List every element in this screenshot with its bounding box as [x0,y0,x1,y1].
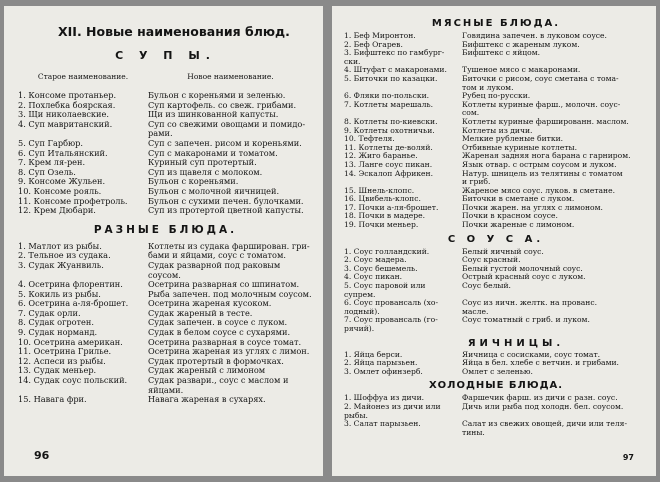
new-dish-name: Суп из протертой цветной капусты. [148,205,304,216]
new-dish-name: Осетрина жареная из углях с лимон. [148,346,310,357]
menu-row [18,395,313,405]
old-dish-name: 5. Суп Гарбюр. [18,137,84,148]
old-dish-name: 1. Шоффуа из дичи. [344,393,425,403]
old-dish-name: 9. Судак норманд. [18,327,98,338]
menu-row [18,206,313,216]
old-dish-name: 7. Крем ля-рен. [18,157,86,168]
old-dish-name: 7. Соус провансаль (го- [344,315,438,325]
old-dish-name: 12. Крем Дюбари. [18,205,96,216]
column-headers [18,72,313,81]
new-dish-name: Судак разварной под раковым соусом. [148,259,281,280]
old-dish-name: 9. Котлеты охотничьи. [344,125,435,135]
new-dish-name: Почки в красном соусе. [462,211,558,221]
new-dish-name: Котлеты куриные фарш., молочн. соус- [462,99,621,109]
page-number-left: 96 [34,449,50,462]
menu-row [344,49,648,58]
new-dish-name: Судак протертый в формочках. [148,355,284,366]
old-dish-name: 5. Биточки по казацки. [344,73,438,83]
new-dish-name: Бульон с кореньями и зеленью. [148,90,286,100]
new-dish-name: и гриб. [462,177,491,187]
sauce-list [344,248,648,334]
new-dish-name: Судак в белом соусе с сухарями. [148,327,291,338]
new-dish-name: Судак жареный с лимоном [148,365,266,376]
cold-list [344,394,648,437]
sauce-heading: С О У С А. [447,233,545,245]
menu-row [344,403,648,412]
new-dish-name: Соус томатный с гриб. и луком. [462,315,590,325]
new-dish-name: Яичница с сосисками, соус томат. [462,349,601,359]
old-dish-name: 4. Соус пикан. [344,272,403,282]
old-dish-name: 3. Бифштекс по гамбург- [344,48,445,58]
old-dish-name: 11. Осетрина Грилье. [18,346,112,357]
new-dish-name: сом. [462,108,480,118]
old-dish-name: 10. Консоме рояль. [18,185,102,196]
old-dish-name: 8. Судак огротен. [18,317,94,328]
old-dish-name: рячий). [344,324,375,333]
new-dish-name: Судак развари., соус с маслом и яйцами. [148,375,289,395]
new-dish-name: Рыба запечен. под молочным соусом. [148,288,312,299]
old-dish-name: 17. Почки а-ля-брошет. [344,202,439,212]
old-dish-name: 12. Жиго баранье. [344,151,418,161]
new-dish-name: Суп с макаронами и томатом. [148,147,278,158]
cold-heading: ХОЛОДНЫЕ БЛЮДА. [428,380,564,392]
new-dish-name: Соус красный. [462,255,521,265]
new-dish-name: Куриный суп протертый. [148,157,257,168]
old-dish-name: 2. Соус мадера. [344,255,407,265]
new-dish-name: Говядина запечен. в луковом соусе. [462,31,607,40]
eggs-list [344,351,648,377]
various-heading: РАЗНЫЕ БЛЮДА. [93,223,238,236]
new-dish-name: Дичь или рыба под холодн. бел. соусом. [462,401,624,411]
new-dish-name: Осетрина жареная кусоком. [148,298,272,309]
old-dish-name: 10. Осетрина американ. [18,336,123,347]
old-dish-name: 12. Аспеси из рыбы. [18,355,106,366]
old-dish-name: 14. Эскалоп Африкен. [344,168,434,178]
old-dish-name: 5. Кокиль из рыбы. [18,288,101,299]
soups-heading: С У П Ы. [115,49,216,62]
new-dish-name [462,325,648,334]
menu-row [344,316,648,325]
old-dish-name: 11. Котлеты де-воляй. [344,142,433,152]
old-dish-name: 13. Ланге соус пикан. [344,159,433,169]
old-dish-name: 1. Соус голландский. [344,246,430,256]
old-dish-name: 4. Осетрина флорентин. [18,279,123,290]
new-dish-name: Навага жареная в сухарях. [148,394,266,405]
new-dish-name: Суп из щавеля с молоком. [148,166,263,177]
new-dish-name: Тушеное мясо с макаронами. [462,65,581,75]
old-dish-name: 15. Навага фри. [18,394,87,405]
old-dish-name: 6. Суп Итальянский. [18,147,108,158]
menu-row [344,325,648,334]
menu-row [344,101,648,110]
new-dish-name: том и луком. [462,82,514,92]
old-dish-name: 3. Судак Жуанвиль. [18,259,104,270]
old-dish-name: 6. Осетрина а-ля-брошет. [18,298,129,309]
new-dish-name: Судак жареный в тесте. [148,307,253,318]
section-title: XII. Новые наименования блюд. [58,24,290,39]
old-dish-name: 2. Яйца парызьен. [344,358,418,368]
new-dish-name: Язык отвар. с острым соусом и луком. [462,159,617,169]
new-dish-name: Осетрина разварная со шпинатом. [148,279,300,290]
old-dish-name: 9. Консоме Жульен. [18,176,106,187]
new-dish-name: тины. [462,427,485,437]
old-dish-name: 8. Суп Озель. [18,166,76,177]
old-dish-name: рыбы. [344,410,368,420]
old-dish-name: 18. Почки в мадере. [344,211,425,221]
page-number-right: 97 [622,453,634,462]
new-dish-name: Судак запечен. в соусе с луком. [148,317,288,328]
new-dish-name: Биточки в сметане с луком. [462,194,575,204]
old-dish-name: 16. Цвибель-клопс. [344,194,421,204]
meat-list [344,32,648,230]
new-dish-name: Яйца в бел. хлебе с ветчин. и грибами. [462,358,619,368]
old-dish-name: 14. Судак соус польский. [18,375,128,386]
old-dish-name: 2. Тельное из судака. [18,250,111,261]
new-dish-name: Соус белый. [462,281,511,291]
menu-row [344,420,648,429]
old-dish-name: 3. Омлет офинзерб. [344,366,423,376]
old-dish-name: супрем. [344,289,376,299]
new-dish-name: Соус из яичн. желтк. на прованс. [462,298,598,308]
old-dish-name: 6. Соус провансаль (хо- [344,298,439,308]
new-dish-name: Котлеты из судака фарширован. гри- [148,240,310,251]
old-dish-name: 2. Майонез из дичи или [344,401,441,411]
new-dish-name: Белый яичный соус. [462,246,544,256]
menu-row [18,376,313,395]
new-dish-name: Почки жареные с лимоном. [462,220,575,230]
old-dish-name: 19. Почки меньер. [344,220,419,230]
new-dish-name: Бифштекс с жареным луком. [462,39,580,49]
old-dish-name: 2. Похлебка боярская. [18,99,116,110]
right-page [332,6,656,476]
new-dish-name: Рубец по-русски. [462,91,531,101]
new-dish-name: Мелкие рубленые битки. [462,134,564,144]
old-dish-name: 7. Судак орли. [18,307,81,318]
new-dish-name: Жареная задняя нога барана с гарниром. [462,151,631,161]
new-dish-name: Бульон с кореньями. [148,176,239,187]
old-dish-name [344,429,462,438]
menu-row [344,282,648,291]
menu-row [344,368,648,377]
old-dish-name: 6. Фляки по-польски. [344,91,430,101]
new-dish-name: Фаршечик фарш. из дичи с разн. соус. [462,393,618,403]
old-dish-name: 11. Консоме профетроль. [18,195,128,206]
menu-row [344,299,648,308]
old-dish-name: 8. Котлеты по-киевски. [344,116,438,126]
new-dish-name: Натур. шницель из телятины с томатом [462,168,623,178]
new-dish-name: Почки жарен. на углях с лимоном. [462,202,603,212]
new-dish-name: бами и яйцами, соус с томатом. [148,250,286,261]
meat-heading: МЯСНЫЕ БЛЮДА. [431,18,561,29]
new-dish-name: Острый красный соус с луком. [462,272,586,282]
new-dish-name: Омлет с зеленью. [462,366,533,376]
old-dish-name: ски. [344,56,361,66]
new-dish-name: Салат из свежих овощей, дичи или теля- [462,419,628,429]
menu-row [344,221,648,230]
old-dish-name: 15. Шнель-клопс. [344,185,415,195]
old-dish-name: 4. Суп мавританский. [18,118,113,129]
new-dish-name: Осетрина разварная в соусе томат. [148,336,302,347]
new-dish-name: Суп со свежими овощами и помидо- [148,118,306,129]
menu-row [344,170,648,179]
old-dish-name: 13. Судак меньер. [18,365,97,376]
old-dish-name: 1. Консоме протаньер. [18,90,117,100]
new-dish-name: Бифштекс с яйцом. [462,48,541,58]
old-dish-name: 1. Беф Миронтон. [344,31,416,40]
new-dish-name: Жареное мясо соус. луков. в сметане. [462,185,616,195]
old-dish-name: 3. Щи николаевские. [18,109,109,120]
new-dish-name: Суп картофель. со свеж. грибами. [148,99,297,110]
new-dish-name: Белый густой молочный соус. [462,263,583,273]
menu-row [18,261,313,280]
new-dish-name: Биточки с рисом, соус сметана с тома- [462,73,619,83]
new-name-header: Новое наименование. [187,72,274,81]
new-dish-name: Бульон с сухими печен. булочками. [148,195,304,206]
menu-row [344,429,648,438]
old-dish-name: 4. Штуфат с макаронами. [344,65,447,75]
various-list [18,242,313,405]
old-dish-name: 5. Соус паровой или [344,281,426,291]
left-page [4,6,323,476]
old-dish-name: лодный). [344,306,380,316]
old-dish-name: 2. Беф Огарев. [344,39,403,49]
new-dish-name: Щи из шинкованной капусты. [148,109,279,120]
old-dish-name: 3. Соус бешемель. [344,263,418,273]
old-name-header: Старое наименование. [37,72,129,81]
new-dish-name: Суп с запечен. рисом и кореньями. [148,137,302,148]
new-dish-name: рами. [148,128,173,139]
eggs-heading: ЯИЧНИЦЫ. [467,337,565,349]
old-dish-name: 3. Салат парызьен. [344,419,421,429]
new-dish-name: Котлеты куриные фаршированн. маслом. [462,116,629,126]
old-dish-name: 1. Яйца берси. [344,349,403,359]
new-dish-name: масле. [462,306,489,316]
old-dish-name: 7. Котлеты марешаль. [344,99,434,109]
new-dish-name: Отбивные куриные котлеты. [462,142,577,152]
new-dish-name: Бульон с молочной яичницей. [148,185,280,196]
old-dish-name: 1. Матлот из рыбы. [18,240,102,251]
old-dish-name: 10. Тефтеля. [344,134,395,144]
new-dish-name: Котлеты из дичи. [462,125,533,135]
soups-list [18,91,313,216]
